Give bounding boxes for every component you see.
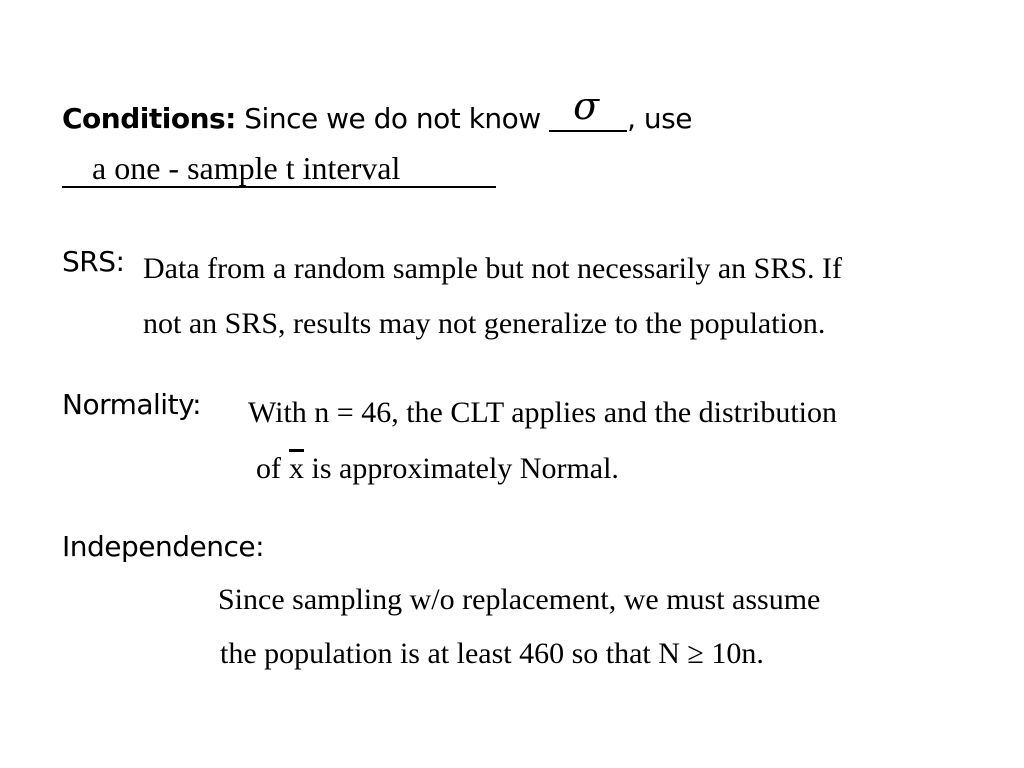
srs-label: SRS:	[62, 245, 125, 278]
independence-text-line1: Since sampling w/o replacement, we must assume	[218, 583, 821, 616]
interval-answer: a one - sample t interval	[92, 150, 401, 186]
normality-label: Normality:	[62, 388, 202, 421]
x-bar-symbol: $\overline{x}$	[289, 452, 304, 485]
conditions-line	[62, 84, 692, 135]
conditions-text-after: , use	[627, 102, 692, 135]
conditions-label: Conditions:	[62, 102, 236, 135]
normality-text-line1: With n = 46, the CLT applies and the distribution	[248, 396, 837, 429]
conditions-text-before: Since we do not know	[244, 102, 550, 135]
interval-answer-blank	[62, 150, 496, 188]
independence-label: Independence:	[62, 530, 265, 563]
sigma-symbol: σ	[573, 84, 599, 128]
normality-of: of	[256, 452, 281, 485]
sigma-blank	[549, 84, 627, 132]
srs-text-line1: Data from a random sample but not necessarily an SRS. If	[143, 252, 842, 285]
srs-text-line2: not an SRS, results may not generalize to the population.	[143, 307, 826, 340]
normality-text-line2	[256, 452, 619, 486]
normality-approx: is approximately Normal.	[304, 452, 619, 485]
independence-text-line2: the population is at least 460 so that N ≥ 10n.	[220, 637, 764, 670]
